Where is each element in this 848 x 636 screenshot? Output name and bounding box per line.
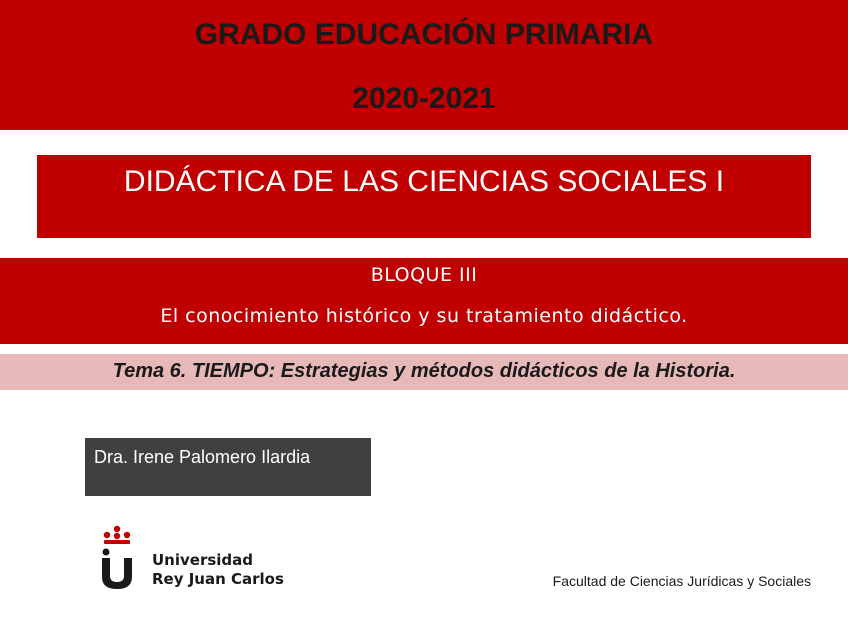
topic-band — [0, 354, 848, 390]
university-name-line2: Rey Juan Carlos — [152, 570, 284, 588]
topic-title: Tema 6. TIEMPO: Estrategias y métodos didácticos de la Historia. — [112, 360, 736, 382]
degree-title: GRADO EDUCACIÓN PRIMARIA — [194, 18, 654, 51]
block-banner — [0, 258, 848, 344]
author-name: Dra. Irene Palomero Ilardia — [94, 447, 311, 467]
header-band — [0, 0, 848, 130]
block-title: BLOQUE III — [370, 264, 478, 286]
faculty-name: Facultad de Ciencias Jurídicas y Sociales — [552, 573, 811, 589]
academic-year: 2020-2021 — [352, 82, 496, 115]
author-box — [85, 438, 371, 496]
subject-title: DIDÁCTICA DE LAS CIENCIAS SOCIALES I — [123, 165, 725, 198]
subject-banner — [37, 155, 811, 238]
university-name-line1: Universidad — [152, 551, 254, 569]
university-crown-u-logo-icon — [97, 524, 137, 590]
block-subtitle: El conocimiento histórico y su tratamiento didáctico. — [160, 305, 688, 327]
university-name — [152, 551, 284, 589]
